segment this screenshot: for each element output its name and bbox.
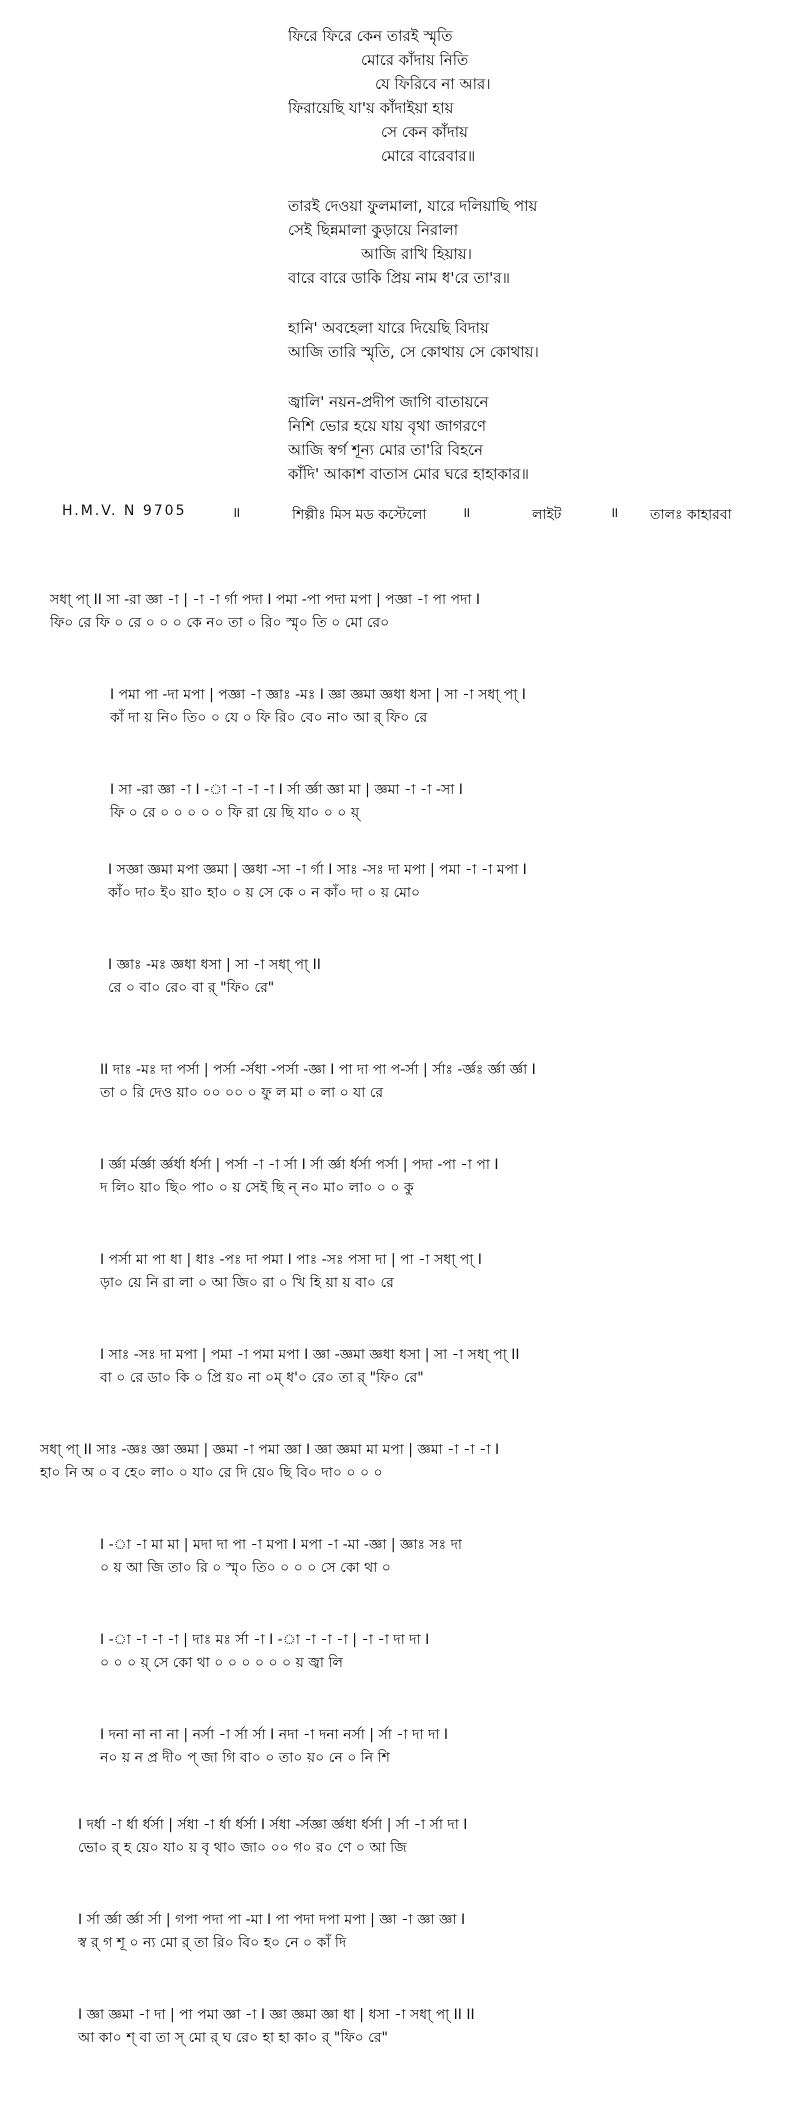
lyric-syllable-row: ভো০ র্ হ য়ে০ যা০ য় বৃ থা০ জা০ ০০ গ০ র০ ণে ০ আ জি [78, 1840, 407, 1856]
lyric-line: বারে বারে ডাকি প্রিয় নাম ধ'রে তা'র॥ [288, 269, 511, 287]
swaralipi-row: I র্সা র্জ্ঞা র্জ্ঞা র্সা | গপা পদা পা -মা I পা পদা দপা মপা | জ্ঞা -া জ্ঞা জ্ঞা I [78, 1912, 466, 1928]
notation-line [110, 685, 526, 728]
genre: লাইট [532, 507, 562, 523]
record-info [0, 503, 800, 525]
swaralipi-row: I সজ্ঞা জ্ঞমা মপা জ্ঞমা | জ্ঞধা -সা -া র্গা I সাঃ -সঃ দা মপা | পমা -া -া মপা I [108, 862, 527, 878]
lyric-line: যে ফিরিবে না আর। [375, 75, 491, 93]
lyric-syllable-row: ড়া০ য়ে নি রা লা ০ আ জি০ রা ০ খি হি য়া য় বা০ রে [100, 1275, 394, 1291]
notation-line [110, 780, 463, 823]
separator: ॥ [610, 505, 619, 521]
lyric-syllable-row: স্ব র্ গ শূ ০ ন্য মো র্ তা রি০ বি০ হ০ নে ০ কাঁ দি [78, 1935, 347, 1951]
swaralipi-row: I র্জ্ঞা র্মর্জ্ঞা র্জ্ঞর্ধা র্ধর্সা | পর্সা -া -া র্সা I র্সা র্জ্ঞা র্ধর্সা পর্সা | পদা -পা -া পা I [100, 1157, 499, 1173]
swaralipi-row: I -া -া -া -া | দাঃ মঃ র্সা -া I -া -া -া -া | -া -া দা দা I [100, 1632, 430, 1648]
taal: তালঃ কাহারবা [650, 507, 732, 523]
lyric-line: ফিরায়েছি যা'য় কাঁদাইয়া হায় [288, 99, 454, 117]
notation-line [78, 2005, 475, 2048]
separator: ॥ [232, 505, 241, 521]
lyric-syllable-row: হা০ নি অ ০ ব হে০ লা০ ০ যা০ রে দি য়ে০ ছি বি০ দা০ ০ ০ ০ [40, 1465, 383, 1481]
separator: ॥ [462, 505, 471, 521]
lyric-line: নিশি ভোর হয়ে যায় বৃথা জাগরণে [288, 417, 487, 435]
swaralipi-row: I দনা না না না | নর্সা -া র্সা র্সা I নদা -া দনা নর্সা | র্সা -া দা দা I [100, 1727, 449, 1743]
lyric-syllable-row: ০ ০ ০ য়্ সে কো থা ০ ০ ০ ০ ০ ০ য় জ্বা লি [100, 1655, 343, 1671]
notation-line [108, 955, 321, 998]
lyric-syllable-row: রে ০ বা০ রে০ বা র্ "ফি০ রে" [108, 980, 275, 996]
lyric-line: আজি তারি স্মৃতি, সে কোথায় সে কোথায়। [288, 343, 539, 361]
swaralipi-row: I জ্ঞাঃ -মঃ জ্ঞধা ধসা | সা -া সধা্ পা্ II [108, 957, 321, 973]
artist-name: শিল্পীঃ মিস মড কস্টেলো [292, 507, 427, 523]
notation-line [78, 1910, 465, 1953]
notation-line [78, 1815, 467, 1858]
notation-line [100, 1155, 499, 1198]
lyric-syllable-row: ফি০ রে ফি ০ রে ০ ০ ০ কে ন০ তা ০ রি০ স্মৃ০ তি ০ মো রে০ [50, 615, 390, 631]
lyric-syllable-row: বা ০ রে ডা০ কি ০ প্রি য়০ না ০ম্ ধ'০ রে০ তা র্ "ফি০ রে" [100, 1370, 424, 1386]
swaralipi-row: I সাঃ -সঃ দা মপা | পমা -া পমা মপা I জ্ঞা -জ্ঞমা জ্ঞধা ধসা | সা -া সধা্ পা্ II [100, 1347, 520, 1363]
lyric-syllable-row: দ লি০ য়া০ ছি০ পা০ ০ য় সেই ছি ন্ ন০ মা০ লা০ ০ ০ কু [100, 1180, 414, 1196]
lyric-line: তারই দেওয়া ফুলমালা, যারে দলিয়াছি পায় [288, 197, 538, 215]
lyric-syllable-row: তা ০ রি দেও য়া০ ০০ ০০ ০ ফু ল মা ০ লা ০ যা রে [100, 1085, 384, 1101]
lyric-line: মোরে কাঁদায় নিতি [361, 51, 469, 69]
swaralipi-row: I পমা পা -দা মপা | পজ্ঞা -া জ্ঞাঃ -মঃ I জ্ঞা জ্ঞমা জ্ঞধা ধসা | সা -া সধা্ পা্ I [110, 687, 526, 703]
swaralipi-row: I দর্ধা -া র্ধা র্ধর্সা | র্সধা -া র্ধা র্ধর্সা I র্সধা -র্সজ্ঞা র্জ্ঞধা র্ধর্সা | র্সা -া র্সা দা I [78, 1817, 468, 1833]
lyric-syllable-row: ০ য় আ জি তা০ রি ০ স্মৃ০ তি০ ০ ০ ০ সে কো থা ০ [100, 1560, 391, 1576]
lyric-line: আজি রাখি হিয়ায়। [361, 245, 473, 263]
notation-line [40, 1440, 499, 1483]
notation-line [100, 1630, 429, 1673]
lyric-line: সে কেন কাঁদায় [381, 123, 468, 141]
swaralipi-row: সধা্ পা্ II সাঃ -জ্ঞঃ জ্ঞা জ্ঞমা | জ্ঞমা -া পমা জ্ঞা I জ্ঞা জ্ঞমা মা মপা | জ্ঞমা -া -া -া I [40, 1442, 500, 1458]
swaralipi-row: I -া -া মা মা | মদা দা পা -া মপা I মপা -া -মা -জ্ঞা | জ্ঞাঃ সঃ দা [100, 1537, 462, 1553]
swaralipi-row: সধা্ পা্ II সা -রা জ্ঞা -া | -া -া র্গা পদা I পমা -পা পদা মপা | পজ্ঞা -া পা পদা I [50, 592, 481, 608]
swaralipi-row: I পর্সা মা পা ধা | ধাঃ -পঃ দা পমা I পাঃ -সঃ পসা দা | পা -া সধা্ পা্ I [100, 1252, 482, 1268]
swaralipi-row: II দাঃ -মঃ দা পর্সা | পর্সা -র্সধা -পর্সা -জ্ঞা I পা দা পা প-র্সা | র্সাঃ -র্জ্ঞঃ র্জ্ঞা র্জ্ঞা I [100, 1062, 536, 1078]
lyric-line: হানি' অবহেলা যারে দিয়েছি বিদায় [288, 319, 489, 337]
notation-line [100, 1345, 520, 1388]
notation-line [100, 1060, 536, 1103]
record-label: H.M.V. N 9705 [62, 503, 187, 519]
lyric-line: ফিরে ফিরে কেন তারই স্মৃতি [288, 27, 453, 45]
swaralipi-row: I জ্ঞা জ্ঞমা -া দা | পা পমা জ্ঞা -া I জ্ঞা জ্ঞমা জ্ঞা ধা | ধসা -া সধা্ পা্ II II [78, 2007, 475, 2023]
lyric-line: জ্বালি' নয়ন-প্রদীপ জাগি বাতায়নে [288, 393, 489, 411]
swaralipi-row: I সা -রা জ্ঞা -া I -া -া -া -া I র্সা র্জ্ঞা জ্ঞা মা | জ্ঞমা -া -া -সা I [110, 782, 463, 798]
notation-line [50, 590, 480, 633]
lyric-syllable-row: ফি ০ রে ০ ০ ০ ০ ০ ফি রা য়ে ছি যা০ ০ ০ য়্ [110, 805, 360, 821]
lyric-syllable-row: আ কা০ শ্ বা তা স্ মো র্ ঘ রে০ হা হা কা০ র্ "ফি০ রে" [78, 2030, 388, 2046]
notation-line [100, 1250, 482, 1293]
notation-line [108, 860, 527, 903]
notation-line [100, 1535, 462, 1578]
notation-line [100, 1725, 448, 1768]
lyric-syllable-row: কাঁ দা য় নি০ তি০ ০ যে ০ ফি রি০ বে০ না০ আ র্ ফি০ রে [110, 710, 428, 726]
lyric-line: কাঁদি' আকাশ বাতাস মোর ঘরে হাহাকার॥ [288, 465, 530, 483]
lyric-syllable-row: কাঁ০ দা০ ই০ য়া০ হা০ ০ য় সে কে ০ ন কাঁ০ দা ০ য় মো০ [108, 885, 421, 901]
lyric-line: আজি স্বর্গ শূন্য মোর তা'রি বিহনে [288, 441, 483, 459]
lyric-line: সেই ছিন্নমালা কুড়ায়ে নিরালা [288, 221, 459, 239]
lyric-syllable-row: ন০ য় ন প্র দী০ প্ জা গি বা০ ০ তা০ য়০ নে ০ নি শি [100, 1750, 390, 1766]
lyric-line: মোরে বারেবার॥ [381, 147, 476, 165]
